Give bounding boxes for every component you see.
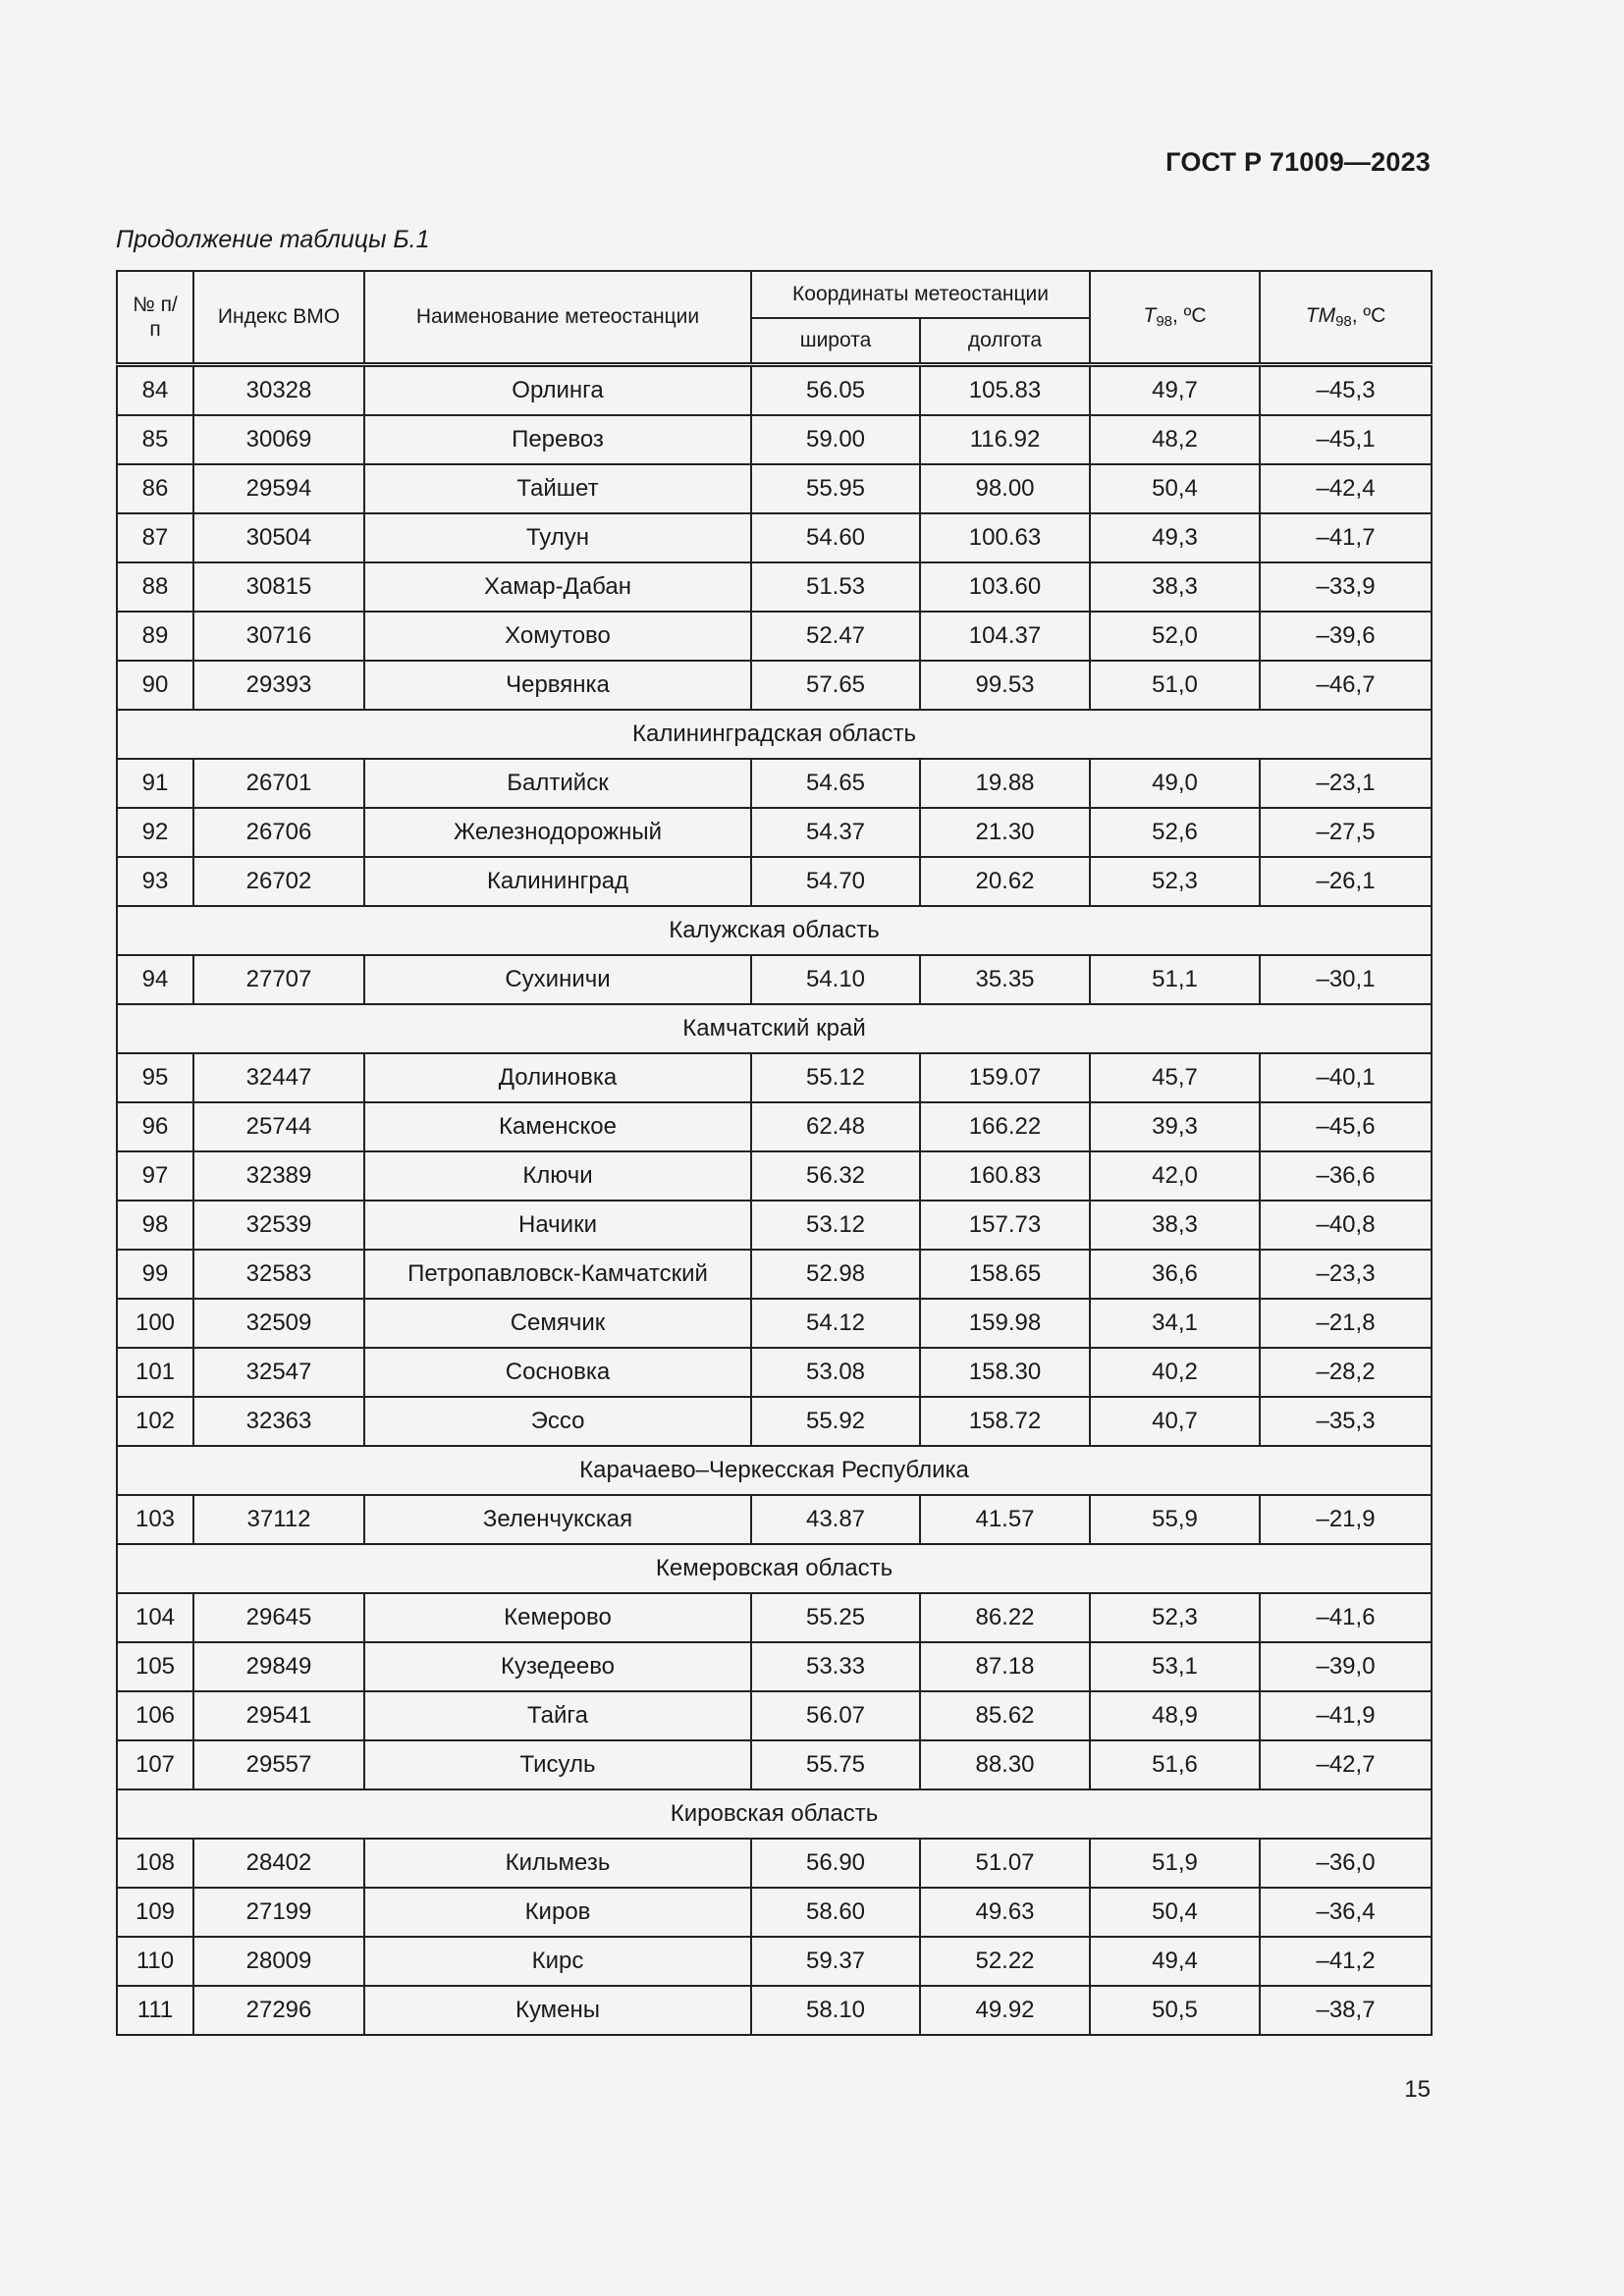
row-station-name: Хамар-Дабан [364, 562, 751, 612]
table-row [117, 562, 1432, 612]
row-wmo-index: 29645 [193, 1593, 364, 1642]
row-t98: 52,6 [1090, 808, 1260, 857]
row-t98: 55,9 [1090, 1495, 1260, 1544]
region-name: Кемеровская область [117, 1544, 1432, 1593]
table-row [117, 1986, 1432, 2035]
row-longitude: 100.63 [920, 513, 1090, 562]
row-num: 110 [117, 1937, 193, 1986]
row-wmo-index: 26701 [193, 759, 364, 808]
row-tm98: –36,0 [1260, 1839, 1432, 1888]
table-row [117, 661, 1432, 710]
row-latitude: 54.10 [751, 955, 920, 1004]
row-latitude: 57.65 [751, 661, 920, 710]
row-longitude: 49.92 [920, 1986, 1090, 2035]
row-longitude: 158.30 [920, 1348, 1090, 1397]
row-station-name: Кемерово [364, 1593, 751, 1642]
row-tm98: –36,4 [1260, 1888, 1432, 1937]
table-row [117, 857, 1432, 906]
row-wmo-index: 29594 [193, 464, 364, 513]
row-longitude: 99.53 [920, 661, 1090, 710]
table-body [117, 365, 1432, 2036]
row-station-name: Калининград [364, 857, 751, 906]
row-latitude: 55.95 [751, 464, 920, 513]
row-num: 90 [117, 661, 193, 710]
row-longitude: 116.92 [920, 415, 1090, 464]
row-latitude: 62.48 [751, 1102, 920, 1151]
row-t98: 52,0 [1090, 612, 1260, 661]
row-station-name: Каменское [364, 1102, 751, 1151]
row-t98: 52,3 [1090, 1593, 1260, 1642]
row-station-name: Сухиничи [364, 955, 751, 1004]
row-num: 95 [117, 1053, 193, 1102]
row-num: 84 [117, 365, 193, 416]
row-station-name: Тайшет [364, 464, 751, 513]
table-row [117, 1348, 1432, 1397]
table-row [117, 1691, 1432, 1740]
row-latitude: 52.47 [751, 612, 920, 661]
row-station-name: Червянка [364, 661, 751, 710]
table-row [117, 1888, 1432, 1937]
region-name: Камчатский край [117, 1004, 1432, 1053]
row-longitude: 19.88 [920, 759, 1090, 808]
region-name: Калининградская область [117, 710, 1432, 759]
row-wmo-index: 30504 [193, 513, 364, 562]
header-latitude: широта [751, 318, 920, 365]
row-num: 100 [117, 1299, 193, 1348]
row-wmo-index: 32539 [193, 1201, 364, 1250]
row-latitude: 56.90 [751, 1839, 920, 1888]
row-longitude: 103.60 [920, 562, 1090, 612]
tm98-unit: , ºC [1351, 304, 1386, 327]
row-longitude: 159.07 [920, 1053, 1090, 1102]
row-longitude: 166.22 [920, 1102, 1090, 1151]
page-number: 15 [1404, 2076, 1431, 2103]
row-num: 109 [117, 1888, 193, 1937]
row-tm98: –27,5 [1260, 808, 1432, 857]
row-station-name: Кирс [364, 1937, 751, 1986]
row-latitude: 53.33 [751, 1642, 920, 1691]
document-code: ГОСТ Р 71009—2023 [1165, 147, 1431, 177]
row-station-name: Хомутово [364, 612, 751, 661]
row-tm98: –26,1 [1260, 857, 1432, 906]
row-tm98: –23,3 [1260, 1250, 1432, 1299]
row-t98: 51,9 [1090, 1839, 1260, 1888]
row-wmo-index: 32447 [193, 1053, 364, 1102]
row-wmo-index: 30328 [193, 365, 364, 416]
row-num: 87 [117, 513, 193, 562]
row-num: 108 [117, 1839, 193, 1888]
row-latitude: 55.12 [751, 1053, 920, 1102]
row-station-name: Киров [364, 1888, 751, 1937]
row-num: 91 [117, 759, 193, 808]
row-wmo-index: 26706 [193, 808, 364, 857]
t98-subscript: 98 [1156, 313, 1173, 330]
row-tm98: –36,6 [1260, 1151, 1432, 1201]
row-latitude: 55.25 [751, 1593, 920, 1642]
row-t98: 45,7 [1090, 1053, 1260, 1102]
row-latitude: 54.65 [751, 759, 920, 808]
row-longitude: 160.83 [920, 1151, 1090, 1201]
row-latitude: 56.32 [751, 1151, 920, 1201]
table-row [117, 1201, 1432, 1250]
row-tm98: –42,4 [1260, 464, 1432, 513]
row-wmo-index: 28009 [193, 1937, 364, 1986]
table-row [117, 1495, 1432, 1544]
row-station-name: Долиновка [364, 1053, 751, 1102]
table-row [117, 464, 1432, 513]
row-tm98: –45,3 [1260, 365, 1432, 416]
row-tm98: –35,3 [1260, 1397, 1432, 1446]
row-longitude: 157.73 [920, 1201, 1090, 1250]
row-t98: 50,4 [1090, 464, 1260, 513]
row-tm98: –40,1 [1260, 1053, 1432, 1102]
row-t98: 49,0 [1090, 759, 1260, 808]
row-wmo-index: 27199 [193, 1888, 364, 1937]
row-wmo-index: 29393 [193, 661, 364, 710]
row-tm98: –33,9 [1260, 562, 1432, 612]
row-wmo-index: 29849 [193, 1642, 364, 1691]
row-wmo-index: 27707 [193, 955, 364, 1004]
table-caption: Продолжение таблицы Б.1 [116, 226, 430, 253]
row-num: 96 [117, 1102, 193, 1151]
row-wmo-index: 30069 [193, 415, 364, 464]
table-row [117, 1299, 1432, 1348]
row-wmo-index: 25744 [193, 1102, 364, 1151]
table-row [117, 1593, 1432, 1642]
table-row [117, 955, 1432, 1004]
row-t98: 53,1 [1090, 1642, 1260, 1691]
row-t98: 51,6 [1090, 1740, 1260, 1789]
row-wmo-index: 26702 [193, 857, 364, 906]
row-t98: 49,3 [1090, 513, 1260, 562]
row-station-name: Начики [364, 1201, 751, 1250]
row-t98: 38,3 [1090, 562, 1260, 612]
header-coordinates: Координаты метеостанции [751, 271, 1090, 318]
row-num: 85 [117, 415, 193, 464]
row-num: 94 [117, 955, 193, 1004]
row-num: 102 [117, 1397, 193, 1446]
row-t98: 48,2 [1090, 415, 1260, 464]
region-name: Калужская область [117, 906, 1432, 955]
row-latitude: 54.12 [751, 1299, 920, 1348]
row-tm98: –41,6 [1260, 1593, 1432, 1642]
row-longitude: 85.62 [920, 1691, 1090, 1740]
region-header-row [117, 1544, 1432, 1593]
table-row [117, 612, 1432, 661]
row-latitude: 53.08 [751, 1348, 920, 1397]
header-station-name: Наименование метеостанции [364, 271, 751, 365]
row-wmo-index: 32509 [193, 1299, 364, 1348]
table-row [117, 759, 1432, 808]
row-station-name: Железнодорожный [364, 808, 751, 857]
header-longitude: долгота [920, 318, 1090, 365]
row-station-name: Орлинга [364, 365, 751, 416]
row-longitude: 49.63 [920, 1888, 1090, 1937]
row-num: 86 [117, 464, 193, 513]
row-wmo-index: 37112 [193, 1495, 364, 1544]
region-header-row [117, 906, 1432, 955]
row-t98: 36,6 [1090, 1250, 1260, 1299]
row-t98: 39,3 [1090, 1102, 1260, 1151]
row-station-name: Ключи [364, 1151, 751, 1201]
row-latitude: 54.37 [751, 808, 920, 857]
row-tm98: –21,9 [1260, 1495, 1432, 1544]
tm98-symbol: TM [1305, 304, 1336, 327]
row-station-name: Перевоз [364, 415, 751, 464]
region-header-row [117, 710, 1432, 759]
row-station-name: Тайга [364, 1691, 751, 1740]
row-latitude: 43.87 [751, 1495, 920, 1544]
row-tm98: –45,1 [1260, 415, 1432, 464]
row-num: 105 [117, 1642, 193, 1691]
row-tm98: –38,7 [1260, 1986, 1432, 2035]
row-num: 92 [117, 808, 193, 857]
row-station-name: Сосновка [364, 1348, 751, 1397]
row-latitude: 59.00 [751, 415, 920, 464]
row-station-name: Семячик [364, 1299, 751, 1348]
row-t98: 51,1 [1090, 955, 1260, 1004]
row-tm98: –21,8 [1260, 1299, 1432, 1348]
row-wmo-index: 29557 [193, 1740, 364, 1789]
row-wmo-index: 29541 [193, 1691, 364, 1740]
row-num: 99 [117, 1250, 193, 1299]
row-latitude: 56.05 [751, 365, 920, 416]
region-header-row [117, 1446, 1432, 1495]
row-t98: 48,9 [1090, 1691, 1260, 1740]
row-longitude: 51.07 [920, 1839, 1090, 1888]
row-latitude: 53.12 [751, 1201, 920, 1250]
row-longitude: 98.00 [920, 464, 1090, 513]
row-station-name: Кузедеево [364, 1642, 751, 1691]
row-tm98: –45,6 [1260, 1102, 1432, 1151]
table-row [117, 1102, 1432, 1151]
row-wmo-index: 30716 [193, 612, 364, 661]
row-wmo-index: 30815 [193, 562, 364, 612]
row-station-name: Кильмезь [364, 1839, 751, 1888]
row-t98: 40,7 [1090, 1397, 1260, 1446]
row-t98: 49,4 [1090, 1937, 1260, 1986]
region-name: Кировская область [117, 1789, 1432, 1839]
header-wmo-index: Индекс ВМО [193, 271, 364, 365]
row-t98: 34,1 [1090, 1299, 1260, 1348]
row-wmo-index: 27296 [193, 1986, 364, 2035]
row-longitude: 52.22 [920, 1937, 1090, 1986]
row-wmo-index: 32363 [193, 1397, 364, 1446]
table-row [117, 1937, 1432, 1986]
row-wmo-index: 28402 [193, 1839, 364, 1888]
row-num: 103 [117, 1495, 193, 1544]
row-t98: 52,3 [1090, 857, 1260, 906]
row-latitude: 54.70 [751, 857, 920, 906]
row-longitude: 87.18 [920, 1642, 1090, 1691]
row-num: 88 [117, 562, 193, 612]
region-header-row [117, 1004, 1432, 1053]
row-longitude: 21.30 [920, 808, 1090, 857]
row-t98: 42,0 [1090, 1151, 1260, 1201]
region-header-row [117, 1789, 1432, 1839]
row-num: 89 [117, 612, 193, 661]
row-station-name: Петропавловск-Камчатский [364, 1250, 751, 1299]
row-t98: 40,2 [1090, 1348, 1260, 1397]
row-latitude: 54.60 [751, 513, 920, 562]
row-wmo-index: 32583 [193, 1250, 364, 1299]
row-longitude: 159.98 [920, 1299, 1090, 1348]
row-latitude: 56.07 [751, 1691, 920, 1740]
header-num: № п/п [117, 271, 193, 365]
table-row [117, 1740, 1432, 1789]
row-tm98: –42,7 [1260, 1740, 1432, 1789]
row-num: 97 [117, 1151, 193, 1201]
tm98-subscript: 98 [1335, 313, 1352, 330]
table-row [117, 415, 1432, 464]
row-latitude: 58.10 [751, 1986, 920, 2035]
table-row [117, 1151, 1432, 1201]
header-tm98 [1260, 271, 1432, 365]
row-latitude: 55.75 [751, 1740, 920, 1789]
row-t98: 50,4 [1090, 1888, 1260, 1937]
table-row [117, 1250, 1432, 1299]
row-latitude: 59.37 [751, 1937, 920, 1986]
row-station-name: Эссо [364, 1397, 751, 1446]
row-longitude: 41.57 [920, 1495, 1090, 1544]
row-tm98: –41,7 [1260, 513, 1432, 562]
row-num: 98 [117, 1201, 193, 1250]
row-num: 111 [117, 1986, 193, 2035]
row-t98: 38,3 [1090, 1201, 1260, 1250]
row-longitude: 158.65 [920, 1250, 1090, 1299]
table-row [117, 808, 1432, 857]
row-station-name: Тулун [364, 513, 751, 562]
row-tm98: –41,2 [1260, 1937, 1432, 1986]
row-longitude: 86.22 [920, 1593, 1090, 1642]
row-latitude: 51.53 [751, 562, 920, 612]
row-tm98: –23,1 [1260, 759, 1432, 808]
row-tm98: –30,1 [1260, 955, 1432, 1004]
row-tm98: –39,6 [1260, 612, 1432, 661]
header-t98 [1090, 271, 1260, 365]
table-row [117, 1839, 1432, 1888]
region-name: Карачаево–Черкесская Республика [117, 1446, 1432, 1495]
row-wmo-index: 32547 [193, 1348, 364, 1397]
row-num: 106 [117, 1691, 193, 1740]
row-station-name: Балтийск [364, 759, 751, 808]
row-longitude: 158.72 [920, 1397, 1090, 1446]
row-tm98: –39,0 [1260, 1642, 1432, 1691]
row-tm98: –46,7 [1260, 661, 1432, 710]
row-num: 101 [117, 1348, 193, 1397]
row-num: 107 [117, 1740, 193, 1789]
row-num: 104 [117, 1593, 193, 1642]
row-station-name: Кумены [364, 1986, 751, 2035]
row-num: 93 [117, 857, 193, 906]
row-tm98: –40,8 [1260, 1201, 1432, 1250]
t98-unit: , ºC [1172, 304, 1207, 327]
row-station-name: Тисуль [364, 1740, 751, 1789]
row-tm98: –28,2 [1260, 1348, 1432, 1397]
table-row [117, 1397, 1432, 1446]
stations-table [116, 270, 1433, 2036]
row-longitude: 104.37 [920, 612, 1090, 661]
row-station-name: Зеленчукская [364, 1495, 751, 1544]
table-row [117, 365, 1432, 416]
row-t98: 50,5 [1090, 1986, 1260, 2035]
table-row [117, 513, 1432, 562]
table-row [117, 1053, 1432, 1102]
row-longitude: 105.83 [920, 365, 1090, 416]
row-t98: 49,7 [1090, 365, 1260, 416]
row-latitude: 58.60 [751, 1888, 920, 1937]
row-longitude: 88.30 [920, 1740, 1090, 1789]
row-latitude: 55.92 [751, 1397, 920, 1446]
row-latitude: 52.98 [751, 1250, 920, 1299]
t98-symbol: T [1143, 304, 1157, 327]
row-longitude: 35.35 [920, 955, 1090, 1004]
row-tm98: –41,9 [1260, 1691, 1432, 1740]
row-wmo-index: 32389 [193, 1151, 364, 1201]
row-t98: 51,0 [1090, 661, 1260, 710]
table-row [117, 1642, 1432, 1691]
row-longitude: 20.62 [920, 857, 1090, 906]
